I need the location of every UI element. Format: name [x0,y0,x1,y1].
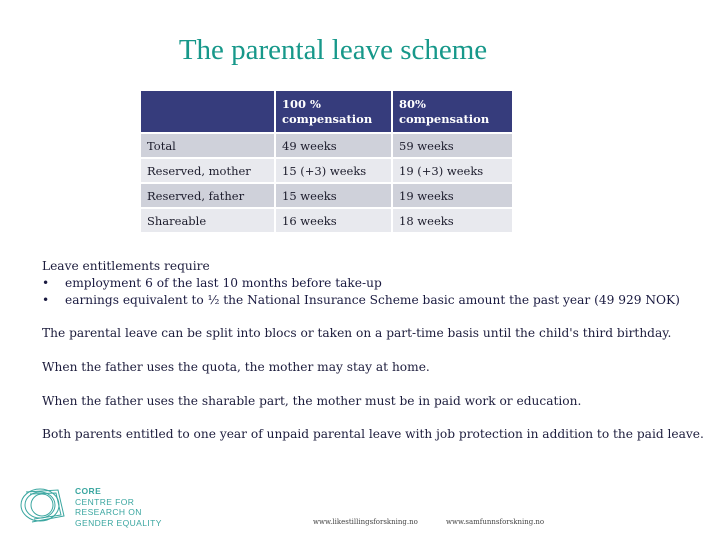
org-line: CORE [75,486,102,496]
bullet-text: earnings equivalent to ½ the National Insurance Scheme basic amount the past year (49 929 NOK) [65,293,680,307]
org-line: GENDER EQUALITY [75,517,162,528]
bullet-icon: • [42,293,50,307]
footer-link[interactable]: www.samfunnsforskning.no [446,518,545,526]
header-cell: 100 % compensation [276,91,391,132]
table-row [141,209,512,232]
leave-table [139,89,514,234]
table-row [141,134,512,157]
org-line: CENTRE FOR [75,496,135,507]
table-header [141,91,512,132]
cell: 15 weeks [276,184,391,207]
header-cell: 80% compensation [393,91,512,132]
org-name [75,486,162,528]
row-label: Total [141,134,274,157]
bullet-item [42,293,680,307]
cell: 59 weeks [393,134,512,157]
cell: 16 weeks [276,209,391,232]
cell: 18 weeks [393,209,512,232]
core-logo-icon [18,486,68,524]
row-label: Reserved, father [141,184,274,207]
intro-text: Leave entitlements require [42,259,210,273]
paragraph: When the father uses the quota, the mother may stay at home. [42,360,430,374]
bullet-text: employment 6 of the last 10 months before take-up [65,276,382,290]
header-cell [141,91,274,132]
slide-title: The parental leave scheme [178,34,488,66]
paragraph: Both parents entitled to one year of unpaid parental leave with job protection in addition to the paid leave. [42,427,704,441]
footer-link[interactable]: www.likestillingsforskning.no [313,518,418,526]
bullet-item [42,276,382,290]
cell: 15 (+3) weeks [276,159,391,182]
cell: 49 weeks [276,134,391,157]
table-row [141,184,512,207]
cell: 19 (+3) weeks [393,159,512,182]
paragraph: When the father uses the sharable part, the mother must be in paid work or education. [42,394,582,408]
org-line: RESEARCH ON [75,507,142,517]
row-label: Reserved, mother [141,159,274,182]
cell: 19 weeks [393,184,512,207]
bullet-icon: • [42,276,50,290]
table-row [141,159,512,182]
paragraph: The parental leave can be split into blocs or taken on a part-time basis until the child's third birthday. [42,326,672,340]
row-label: Shareable [141,209,274,232]
